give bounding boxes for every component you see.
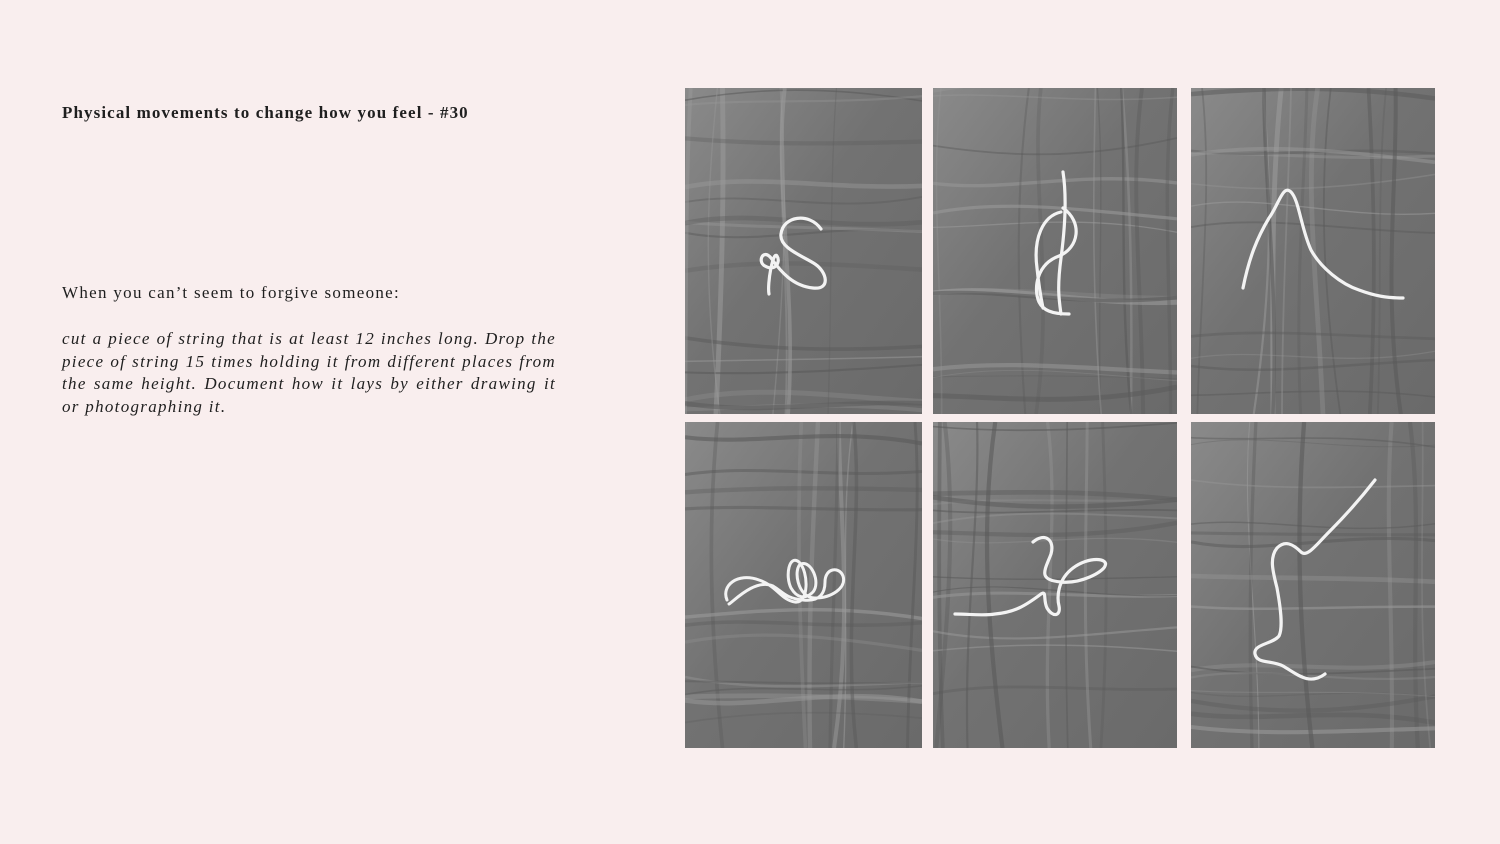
page-title: Physical movements to change how you feel - #30 xyxy=(62,103,469,122)
string-photo-4 xyxy=(685,422,922,748)
string-photo-1 xyxy=(685,88,922,414)
instruction-text: cut a piece of string that is at least 12 inches long. Drop the piece of string 15 times holding it from different places from the same height. Document how it lays by either drawing it or photographing it. xyxy=(62,329,556,416)
string-photo-3 xyxy=(1191,88,1435,414)
string-photo-6 xyxy=(1191,422,1435,748)
string-photo-5 xyxy=(933,422,1177,748)
string-photo-2 xyxy=(933,88,1177,414)
prompt-heading: When you can’t seem to forgive someone: xyxy=(62,283,401,302)
